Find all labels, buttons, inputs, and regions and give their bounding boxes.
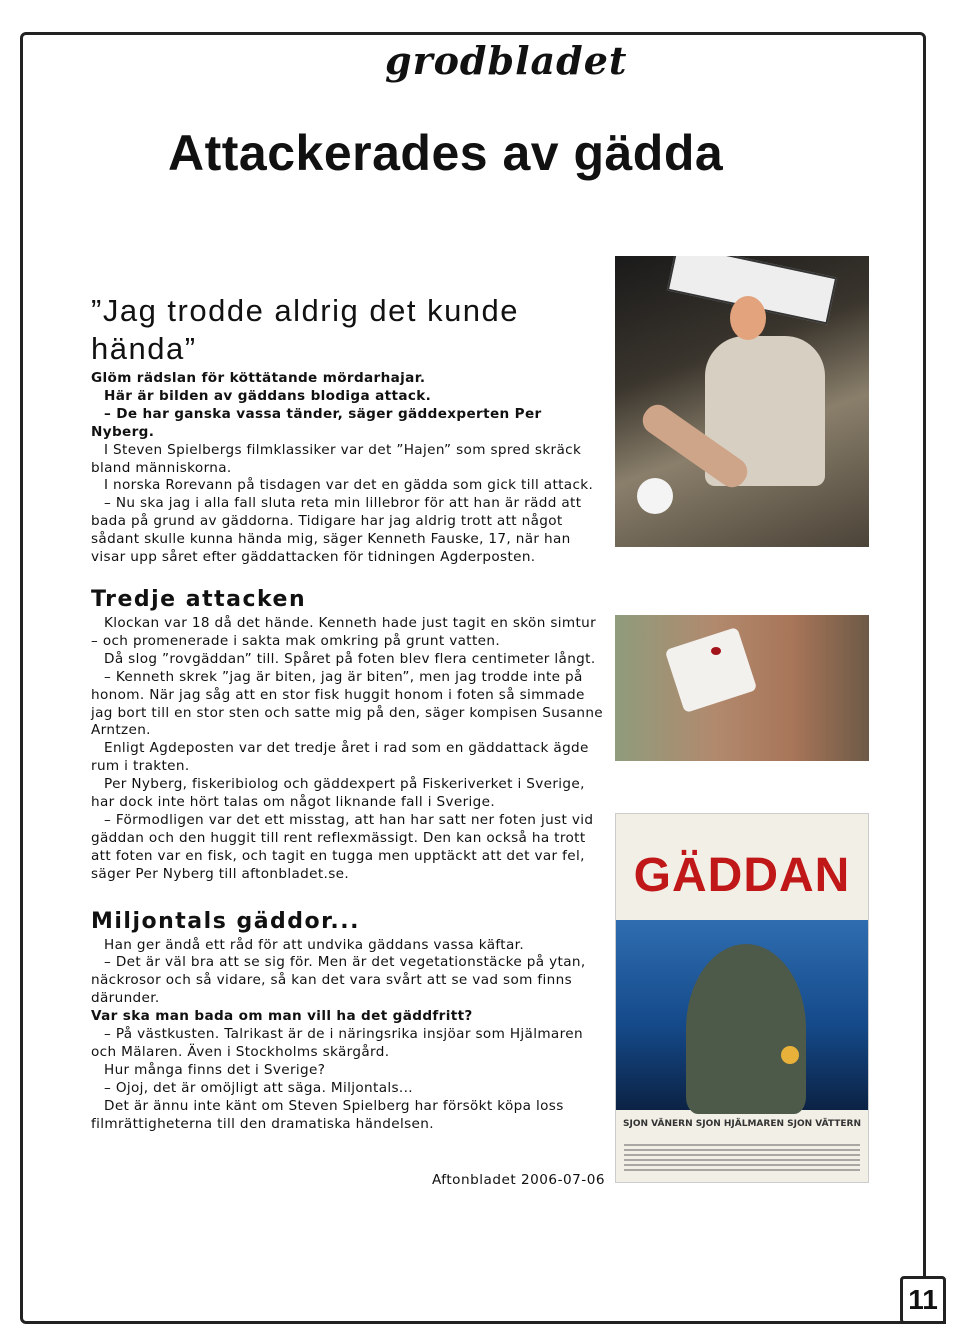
- page-title: Attackerades av gädda: [168, 125, 724, 181]
- body-paragraph: Klockan var 18 då det hände. Kenneth hade just tagit en skön simtur – och promenerade i sakta mak omkring på grunt vatten.: [91, 614, 597, 649]
- body-paragraph: – Förmodligen var det ett misstag, att han har satt ner foten just vid gäddan och den huggit till rent reflexmässigt. Den kan också ha trott att foten var en fisk, och tagit en tugga men upptäckt att det var fel, säger Per Nyberg till aftonbladet.se.: [91, 811, 594, 882]
- poster-title: GÄDDAN: [633, 849, 851, 902]
- poster-names: SJON VÄNERN SJON HJÄLMAREN SJON VÄTTERN: [623, 1119, 861, 1129]
- pike-eye: [781, 1046, 799, 1064]
- article-column: [91, 292, 607, 1134]
- body-paragraph: – På västkusten. Talrikast är de i näringsrika insjöar som Hjälmaren och Mälaren. Även i Stockholms skärgård.: [91, 1026, 583, 1060]
- body-paragraph: Enligt Agdeposten var det tredje året i rad som en gäddattack ägde rum i trakten.: [91, 740, 589, 775]
- interview-question: Var ska man bada om man vill ha det gäddfritt?: [91, 1008, 473, 1025]
- page-number: 11: [900, 1276, 946, 1324]
- poster-credits: [624, 1144, 860, 1174]
- person-head: [730, 296, 766, 340]
- body-paragraph: – Det är väl bra att se sig för. Men är det vegetationstäcke på ytan, näckrosor och så vidare, så kan det vara svårt att se vad som finns därunder.: [91, 954, 586, 1007]
- ingress-line: Glöm rädslan för köttätande mördarhajar.: [91, 370, 426, 386]
- body-paragraph: – Nu ska jag i alla fall sluta reta min lillebror för att han är rädd att bada på grund av gäddorna. Tidigare har jag aldrig trott att något sådant skulle kunna hända mig, säger Kenneth Fauske, 17, när han visar upp såret efter gäddattacken för tidningen Agderposten.: [91, 495, 582, 566]
- body-paragraph: Hur många finns det i Sverige?: [104, 1061, 326, 1078]
- body-paragraph: – Ojoj, det är omöjligt att säga. Miljontals...: [104, 1079, 413, 1096]
- ingress-line: Här är bilden av gäddans blodiga attack.: [104, 387, 432, 404]
- body-paragraph: Per Nyberg, fiskeribiolog och gäddexpert på Fiskeriverket i Sverige, har dock inte hört talas om något liknande fall i Sverige.: [91, 776, 585, 811]
- body-paragraph: Han ger ändå ett råd för att undvika gäddans vassa käftar.: [104, 936, 525, 953]
- body-paragraph: – Kenneth skrek ”jag är biten, jag är biten”, men jag trodde inte på honom. När jag såg att en stor fisk huggit honom i foten så simmade jag bort till en stor sten och satte mig på den, säger kompisen Susanne Arntzen.: [91, 668, 604, 739]
- section-heading-miljontals-gaddor: Miljontals gäddor...: [91, 908, 360, 934]
- body-paragraph: Då slog ”rovgäddan” till. Spåret på foten blev flera centimeter långt.: [104, 650, 596, 667]
- masthead-logo: grodbladet: [385, 38, 628, 83]
- section-heading-tredje-attacken: Tredje attacken: [91, 586, 307, 612]
- source-credit: Aftonbladet 2006-07-06: [431, 1172, 605, 1188]
- body-paragraph: I Steven Spielbergs filmklassiker var det ”Hajen” som spred skräck bland människorna.: [91, 441, 582, 476]
- article-headline: ”Jag trodde aldrig det kunde hända”: [91, 293, 520, 366]
- wound: [711, 647, 721, 655]
- bandaged-foot: [637, 478, 673, 514]
- body-paragraph: Det är ännu inte känt om Steven Spielberg har försökt köpa loss filmrättigheterna till den dramatiska händelsen.: [91, 1097, 564, 1132]
- bandage: [665, 627, 758, 713]
- body-paragraph: I norska Rorevann på tisdagen var det en gädda som gick till attack.: [104, 477, 594, 494]
- gaddan-movie-poster: [615, 813, 869, 1183]
- pike-icon: [686, 944, 806, 1114]
- ingress-line: – De har ganska vassa tänder, säger gäddexperten Per Nyberg.: [91, 405, 542, 440]
- wounded-foot-photo: [615, 615, 869, 761]
- wheelchair-photo: [615, 256, 869, 547]
